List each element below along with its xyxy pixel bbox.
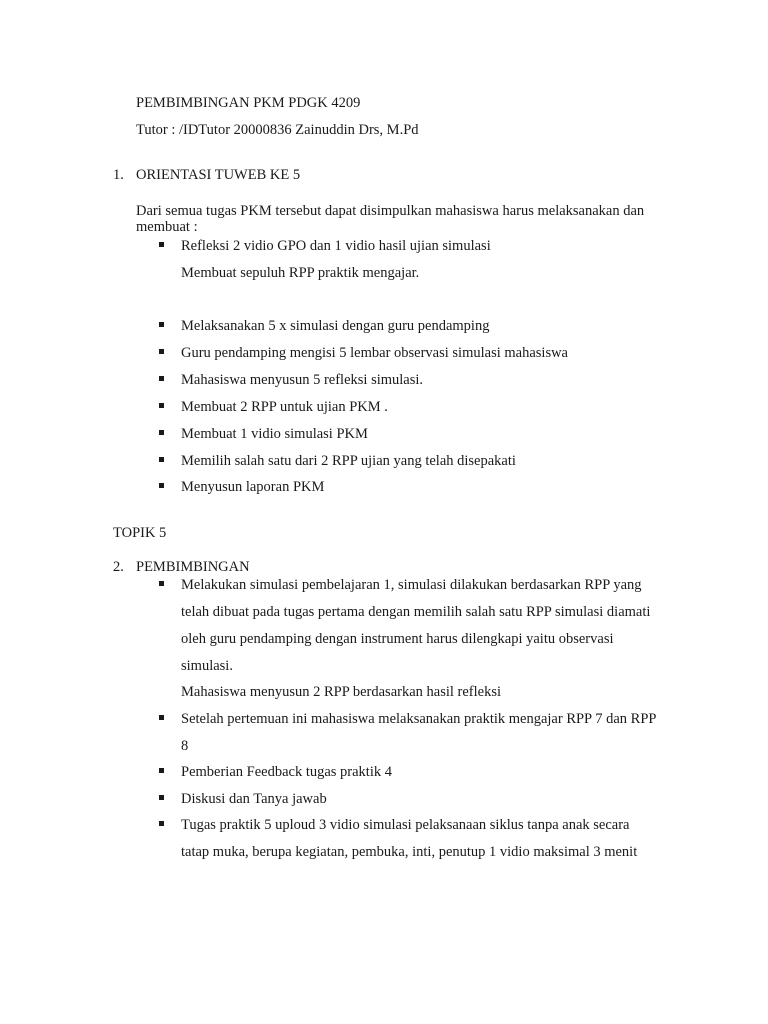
section1-number: 1. <box>113 167 124 183</box>
document-title: PEMBIMBINGAN PKM PDGK 4209 <box>136 95 361 111</box>
bullet-icon <box>159 821 164 826</box>
list-item: Tugas praktik 5 uploud 3 vidio simulasi pelaksanaan siklus tanpa anak secara <box>181 817 630 833</box>
list-item: Melaksanakan 5 x simulasi dengan guru pendamping <box>181 318 490 334</box>
bullet-icon <box>159 322 164 327</box>
list-item: Membuat 2 RPP untuk ujian PKM . <box>181 399 388 415</box>
bullet-icon <box>159 457 164 462</box>
bullet-icon <box>159 430 164 435</box>
list-item: Guru pendamping mengisi 5 lembar observasi simulasi mahasiswa <box>181 345 568 361</box>
list-item-continuation: tatap muka, berupa kegiatan, pembuka, inti, penutup 1 vidio maksimal 3 menit <box>181 844 638 860</box>
list-item-continuation: Membuat sepuluh RPP praktik mengajar. <box>181 265 420 281</box>
section1-intro-line1: Dari semua tugas PKM tersebut dapat disimpulkan mahasiswa harus melaksanakan dan <box>136 203 645 219</box>
list-item: Diskusi dan Tanya jawab <box>181 791 327 807</box>
bullet-icon <box>159 483 164 488</box>
list-item-continuation: Mahasiswa menyusun 2 RPP berdasarkan hasil refleksi <box>181 684 502 700</box>
list-item: Membuat 1 vidio simulasi PKM <box>181 426 368 442</box>
list-item-continuation: telah dibuat pada tugas pertama dengan memilih salah satu RPP simulasi diamati <box>181 604 651 620</box>
bullet-icon <box>159 349 164 354</box>
list-item: Melakukan simulasi pembelajaran 1, simulasi dilakukan berdasarkan RPP yang <box>181 577 642 593</box>
list-item: Pemberian Feedback tugas praktik 4 <box>181 764 392 780</box>
list-item-continuation: 8 <box>181 738 189 754</box>
section2-number: 2. <box>113 559 124 575</box>
tutor-line: Tutor : /IDTutor 20000836 Zainuddin Drs, M.Pd <box>136 122 419 138</box>
section1-intro-line2: membuat : <box>136 219 198 235</box>
list-item: Setelah pertemuan ini mahasiswa melaksanakan praktik mengajar RPP 7 dan RPP <box>181 711 657 727</box>
section1-heading: ORIENTASI TUWEB KE 5 <box>136 167 301 183</box>
list-item: Mahasiswa menyusun 5 refleksi simulasi. <box>181 372 424 388</box>
bullet-icon <box>159 403 164 408</box>
section2-heading: PEMBIMBINGAN <box>136 559 250 575</box>
list-item-continuation: simulasi. <box>181 658 233 674</box>
bullet-icon <box>159 376 164 381</box>
bullet-icon <box>159 768 164 773</box>
bullet-icon <box>159 581 164 586</box>
bullet-icon <box>159 242 164 247</box>
topik-heading: TOPIK 5 <box>113 525 167 541</box>
list-item: Menyusun laporan PKM <box>181 479 325 495</box>
list-item-continuation: oleh guru pendamping dengan instrument harus dilengkapi yaitu observasi <box>181 631 614 647</box>
list-item: Refleksi 2 vidio GPO dan 1 vidio hasil ujian simulasi <box>181 238 491 254</box>
bullet-icon <box>159 795 164 800</box>
list-item: Memilih salah satu dari 2 RPP ujian yang telah disepakati <box>181 453 516 469</box>
bullet-icon <box>159 715 164 720</box>
